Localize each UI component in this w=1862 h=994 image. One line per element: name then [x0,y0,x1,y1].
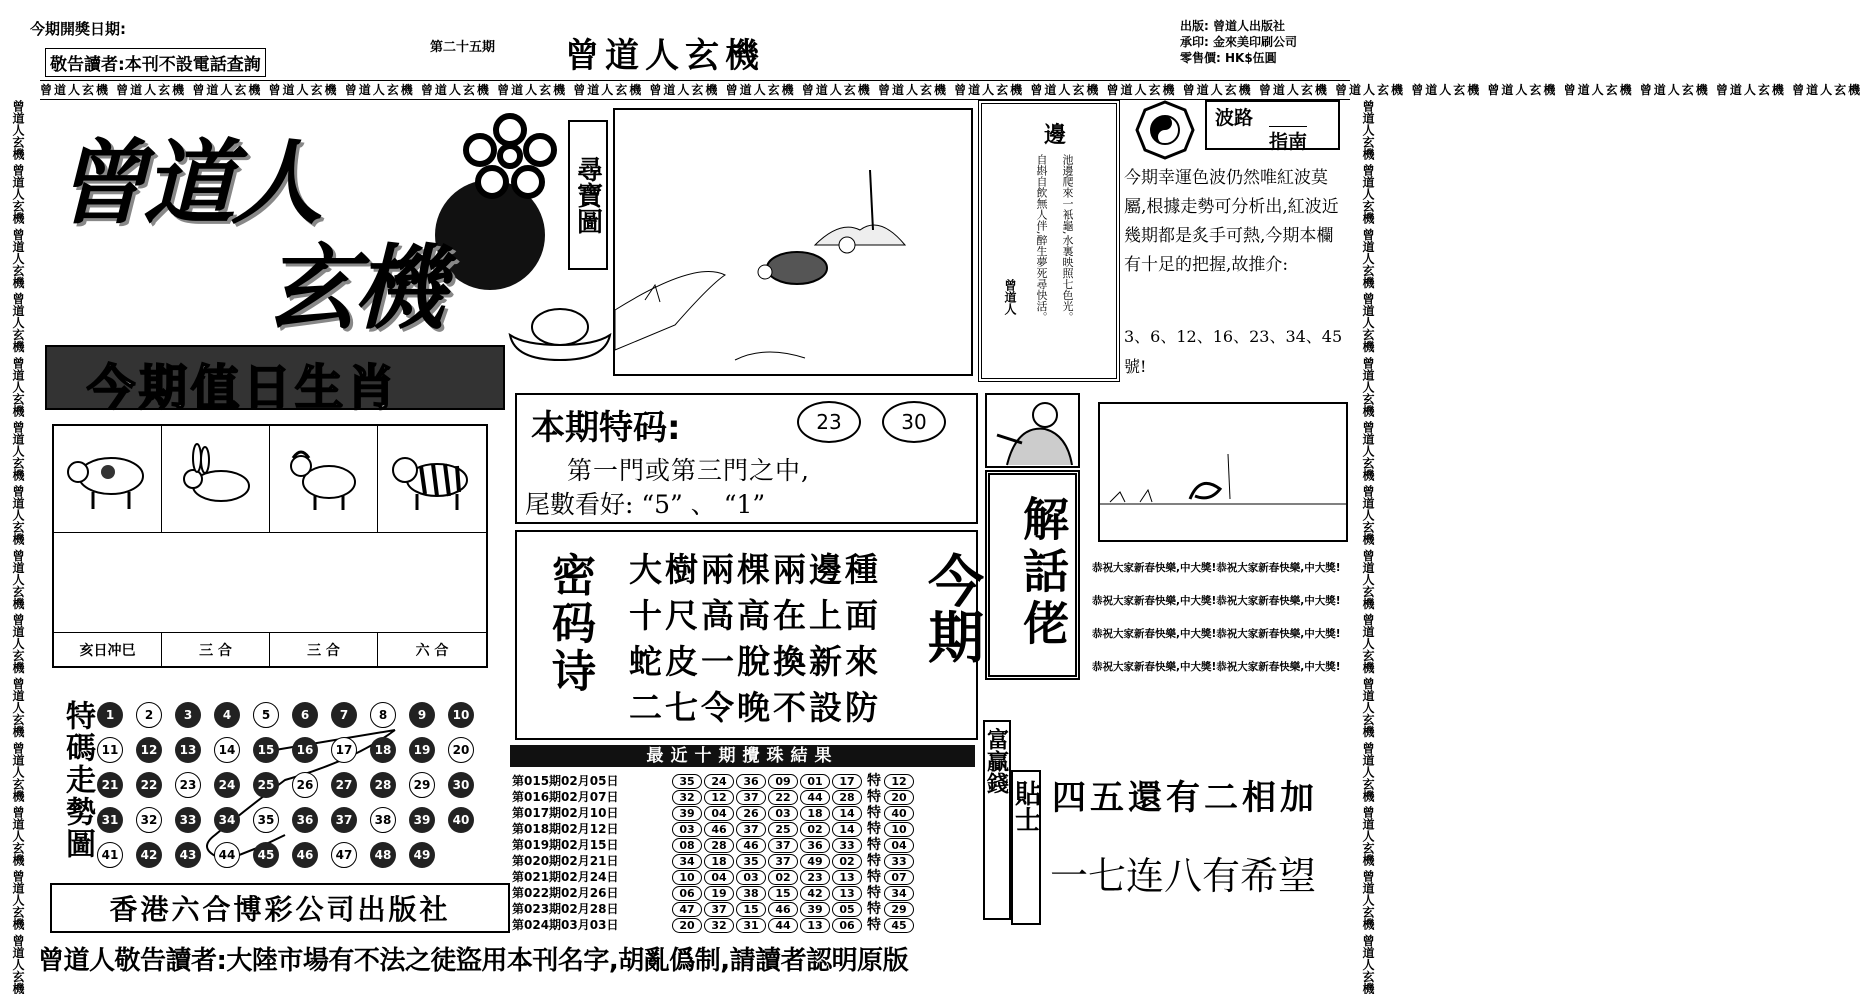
special-label: 特 [867,853,881,869]
special-result-number: 12 [884,774,914,789]
publisher-line: 出版: 曾道人出版社 [1180,19,1285,33]
zodiac-table [52,424,488,668]
result-number: 23 [800,870,830,885]
tips-label-right: 貼士 [1011,770,1041,925]
special-result-number: 40 [884,806,914,821]
result-number: 49 [800,854,830,869]
special-result-number: 20 [884,790,914,805]
special-code-box [515,393,978,524]
top-border-strip: 曾道人玄機 曾道人玄機 曾道人玄機 曾道人玄機 曾道人玄機 曾道人玄機 曾道人玄機 曾道人玄機 曾道人玄機 曾道人玄機 曾道人玄機 曾道人玄機 曾道人玄機 曾道人玄機 曾道人玄機 曾道人玄機 曾道人玄機 曾道人玄機 曾道人玄機 曾道人玄機 曾道人玄機 曾道人玄機 曾道人玄機 曾道人玄機 [40,80,1350,100]
greeting-line: 恭祝大家新春快樂,中大獎!恭祝大家新春快樂,中大獎! [1092,595,1341,607]
trend-ball: 42 [136,842,162,868]
secret-poem-side: 今期 [919,552,985,664]
result-number: 09 [768,774,798,789]
result-number: 26 [736,806,766,821]
result-number: 32 [704,918,734,933]
notice-text: 敬告讀者:本刊不設電話查詢 [45,48,266,77]
special-label: 特 [867,805,881,821]
result-number: 46 [704,822,734,837]
trend-ball: 12 [136,737,162,763]
greeting-line: 恭祝大家新春快樂,中大獎!恭祝大家新春快樂,中大獎! [1092,562,1341,574]
result-number: 37 [736,790,766,805]
page-title: 曾道人玄機 [565,36,765,76]
special-result-number: 07 [884,870,914,885]
result-number: 36 [736,774,766,789]
result-number: 37 [736,822,766,837]
secret-poem-label: 密码诗 [544,552,595,696]
results-row-label: 第020期02月21日 [512,854,619,868]
result-number: 39 [800,902,830,917]
secret-poem-line: 十尺高高在上面 [629,596,881,635]
result-number: 13 [832,870,862,885]
trend-ball: 31 [97,807,123,833]
special-label: 特 [867,885,881,901]
trend-ball: 37 [331,807,357,833]
trend-ball: 43 [175,842,201,868]
trend-ball: 39 [409,807,435,833]
trend-ball: 13 [175,737,201,763]
result-number: 04 [704,870,734,885]
trend-ball: 6 [292,702,318,728]
special-result-number: 29 [884,902,914,917]
publisher-box: 香港六合博彩公司出版社 [50,883,510,933]
trend-ball: 23 [175,772,201,798]
zodiac-title: 今期值日生肖 [87,360,400,416]
result-number: 10 [672,870,702,885]
logo-line2: 玄機 [265,234,442,342]
result-number: 13 [832,886,862,901]
trend-ball: 28 [370,772,396,798]
publisher-info [1180,18,1297,66]
special-label: 特 [867,901,881,917]
trend-ball: 1 [97,702,123,728]
treasure-map-label: 尋寶圖 [568,120,608,270]
publisher-line: 零售價: HK$伍圓 [1180,51,1277,65]
side-poem-author: 曾道人 [1003,279,1017,315]
special-label: 特 [867,869,881,885]
special-code-line1: 第一門或第三門之中, [567,456,810,485]
special-code-title: 本期特码: [531,408,681,448]
result-number: 02 [768,870,798,885]
wave-guide-title-top: 波路 [1215,107,1254,129]
trend-ball: 26 [292,772,318,798]
result-number: 47 [672,902,702,917]
trend-ball: 34 [214,807,240,833]
left-border-strip: 曾道人玄機 曾道人玄機 曾道人玄機 曾道人玄機 曾道人玄機 曾道人玄機 曾道人玄機 曾道人玄機 曾道人玄機 曾道人玄機 曾道人玄機 曾道人玄機 曾道人玄機 曾道人玄機 [11,100,25,994]
trend-ball: 30 [448,772,474,798]
trend-ball: 3 [175,702,201,728]
result-number: 25 [768,822,798,837]
result-number: 46 [768,902,798,917]
trend-ball: 11 [97,737,123,763]
greeting-line: 恭祝大家新春快樂,中大獎!恭祝大家新春快樂,中大獎! [1092,628,1341,640]
zodiac-label: 亥日冲巳 [54,633,162,666]
issue-number: 第二十五期 [430,40,496,55]
logo-flower-icon [450,110,570,205]
trend-ball: 5 [253,702,279,728]
result-number: 37 [768,838,798,853]
tiger-icon [387,444,477,514]
special-label: 特 [867,917,881,933]
special-label: 特 [867,789,881,805]
draw-date-label: 今期開獎日期: [30,20,126,38]
trend-ball: 46 [292,842,318,868]
result-number: 03 [768,806,798,821]
trend-ball: 22 [136,772,162,798]
trend-ball: 7 [331,702,357,728]
result-number: 37 [704,902,734,917]
special-number: 30 [882,401,946,443]
trend-ball: 41 [97,842,123,868]
trend-label: 特碼走勢圖 [60,700,95,860]
trend-ball: 16 [292,737,318,763]
logo [55,110,525,340]
result-number: 15 [736,902,766,917]
result-number: 35 [736,854,766,869]
result-number: 24 [704,774,734,789]
results-row-label: 第023期02月28日 [512,902,619,916]
result-number: 37 [768,854,798,869]
result-number: 01 [800,774,830,789]
result-number: 39 [672,806,702,821]
zodiac-cell [54,426,162,532]
result-number: 32 [672,790,702,805]
greetings [1092,552,1347,684]
trend-ball: 4 [214,702,240,728]
result-number: 14 [832,822,862,837]
trend-ball: 15 [253,737,279,763]
special-result-number: 34 [884,886,914,901]
results-row-label: 第016期02月07日 [512,790,619,804]
gold-ingot-icon [505,305,615,365]
trend-ball: 44 [214,842,240,868]
result-number: 33 [832,838,862,853]
special-code-line2: 尾數看好: “5” 、 “1” [525,490,766,519]
result-number: 14 [832,806,862,821]
special-number: 23 [797,401,861,443]
result-number: 04 [704,806,734,821]
trend-ball: 38 [370,807,396,833]
logo-line1: 曾道人 [55,129,320,237]
special-result-number: 10 [884,822,914,837]
trend-ball: 9 [409,702,435,728]
trend-ball: 10 [448,702,474,728]
result-number: 02 [832,854,862,869]
zodiac-label: 六 合 [415,642,449,659]
tips-label-left: 富贏錢 [983,720,1011,920]
trend-ball: 14 [214,737,240,763]
greeting-line: 恭祝大家新春快樂,中大獎!恭祝大家新春快樂,中大獎! [1092,661,1341,673]
result-number: 42 [800,886,830,901]
result-number: 36 [800,838,830,853]
trend-chart [95,700,495,875]
result-number: 03 [736,870,766,885]
result-number: 28 [704,838,734,853]
result-number: 19 [704,886,734,901]
wave-guide-numbers: 3、6、12、16、23、34、45號! [1124,327,1343,376]
results-row-label: 第015期02月05日 [512,774,619,788]
secret-poem-box [515,530,985,740]
results-row-label: 第018期02月12日 [512,822,619,836]
result-number: 06 [832,918,862,933]
result-number: 05 [832,902,862,917]
special-label: 特 [867,773,881,789]
zodiac-cell [270,426,378,532]
result-number: 38 [736,886,766,901]
right-border-strip: 曾道人玄機 曾道人玄機 曾道人玄機 曾道人玄機 曾道人玄機 曾道人玄機 曾道人玄機 曾道人玄機 曾道人玄機 曾道人玄機 曾道人玄機 曾道人玄機 曾道人玄機 曾道人玄機 [1361,100,1375,994]
result-number: 22 [768,790,798,805]
landscape-picture [1098,402,1348,542]
result-number: 12 [704,790,734,805]
result-number: 18 [704,854,734,869]
zodiac-cell [162,426,270,532]
special-label: 特 [867,821,881,837]
trend-ball: 35 [253,807,279,833]
result-number: 03 [672,822,702,837]
side-poem-line: 池邊爬來一衹龜,水裏映照七色光。 [1061,154,1074,323]
result-number: 17 [832,774,862,789]
wave-guide-title [1205,100,1340,153]
secret-poem-line: 二七令晚不設防 [629,688,881,727]
results-row-label: 第017期02月10日 [512,806,619,820]
results-row-label: 第021期02月24日 [512,870,619,884]
side-poem-line: 自斟自飲無人伴,醉生夢死尋快活。 [1035,154,1048,323]
rabbit-icon [171,444,261,514]
trend-ball: 19 [409,737,435,763]
trend-ball: 20 [448,737,474,763]
zodiac-label: 三 合 [270,633,378,666]
wave-guide-title-bottom: 指南 [1269,126,1307,154]
secret-poem-line: 大樹兩棵兩邊種 [629,550,881,589]
result-number: 13 [800,918,830,933]
result-number: 08 [672,838,702,853]
secret-poem-line: 蛇皮一脫換新來 [629,642,881,681]
results-row-label: 第019期02月15日 [512,838,619,852]
riddle-label: 解話佬 [1016,495,1070,651]
trend-ball: 25 [253,772,279,798]
results-row [512,914,916,934]
publisher-line: 承印: 金來美印刷公司 [1180,35,1297,49]
trend-ball: 21 [97,772,123,798]
trend-ball: 45 [253,842,279,868]
zodiac-label: 三 合 [162,633,270,666]
trend-ball: 40 [448,807,474,833]
result-number: 31 [736,918,766,933]
zodiac-cell [378,426,486,532]
results-row-label: 第024期03月03日 [512,918,619,932]
zodiac-title-banner [45,345,505,416]
results-table [512,770,977,933]
trend-ball: 36 [292,807,318,833]
tips-line2: 一七连八有希望 [1050,854,1317,898]
special-result-number: 33 [884,854,914,869]
result-number: 02 [800,822,830,837]
trend-ball: 27 [331,772,357,798]
result-number: 35 [672,774,702,789]
trend-ball: 48 [370,842,396,868]
special-result-number: 04 [884,838,914,853]
trend-ball: 32 [136,807,162,833]
result-number: 34 [672,854,702,869]
special-result-number: 45 [884,918,914,933]
trend-ball: 2 [136,702,162,728]
bagua-icon [1135,100,1195,160]
wave-guide-text: 今期幸運色波仍然唯紅波莫屬,根據走勢可分析出,紅波近幾期都是炙手可熱,今期本欄有十足的把握,故推介: [1124,168,1339,275]
tips-line1: 四五還有二相加 [1052,778,1318,818]
result-number: 18 [800,806,830,821]
result-number: 44 [800,790,830,805]
special-label: 特 [867,837,881,853]
trend-ball: 47 [331,842,357,868]
riddle-picture [985,393,1080,468]
trend-ball: 49 [409,842,435,868]
ox-icon [63,444,153,514]
results-row-label: 第022期02月26日 [512,886,619,900]
trend-ball: 29 [409,772,435,798]
side-poem-title: 邊 [1044,122,1067,148]
trend-ball: 24 [214,772,240,798]
trend-ball: 33 [175,807,201,833]
result-number: 28 [832,790,862,805]
side-poem-box [978,100,1120,382]
result-number: 46 [736,838,766,853]
treasure-map-picture [613,108,973,376]
result-number: 20 [672,918,702,933]
result-number: 15 [768,886,798,901]
result-number: 06 [672,886,702,901]
goat-icon [279,444,369,514]
trend-ball: 8 [370,702,396,728]
riddle-label-box [985,470,1080,680]
footer-warning: 曾道人敬告讀者:大陸市場有不法之徒盜用本刊名字,胡亂僞制,請讀者認明原版 [38,946,909,976]
trend-ball: 18 [370,737,396,763]
results-title: 最近十期攪珠結果 [510,745,975,767]
result-number: 44 [768,918,798,933]
trend-ball: 17 [331,737,357,763]
